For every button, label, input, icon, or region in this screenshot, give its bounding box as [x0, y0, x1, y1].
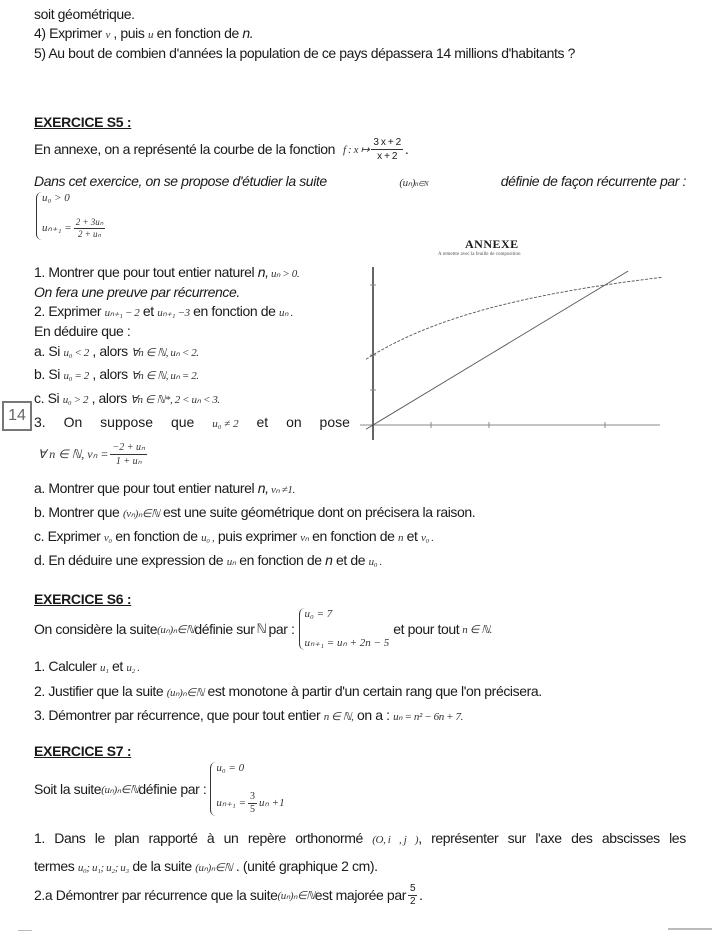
- q1-word: sur: [507, 830, 526, 846]
- q3d-text: en fonction de: [235, 552, 326, 568]
- q3c-math: u₀ ,: [201, 532, 215, 544]
- s5-question-1: [34, 263, 299, 283]
- fraction-denominator: 2 + uₙ: [77, 229, 102, 239]
- s6-intro: [34, 606, 492, 652]
- q3b-suffix: est une suite géométrique dont on précisera la raison.: [159, 504, 476, 520]
- system-brace: [210, 762, 284, 816]
- function-fraction: [371, 136, 403, 163]
- s6-q3-mid: on a :: [353, 707, 394, 723]
- study-text: Dans cet exercice, on se propose d'étudier la suite: [34, 173, 327, 189]
- fraction-numerator: 5: [409, 882, 416, 894]
- s5-question-2c: [34, 389, 220, 409]
- qc-mid: , alors: [88, 390, 131, 406]
- s7-system-line2: [216, 791, 284, 816]
- s6-q3-math: n ∈ ℕ,: [323, 711, 354, 723]
- q3-word: on: [286, 414, 302, 430]
- fraction-denominator: x + 2: [377, 150, 398, 162]
- forall-expression: ∀ n ∈ ℕ, vₙ =: [38, 446, 109, 461]
- q1-word: le: [94, 830, 105, 846]
- s5-question-3b: [34, 503, 475, 523]
- s7-question-1: [34, 829, 686, 849]
- s7-question-2a: [34, 879, 423, 911]
- function-def: f : x ↦: [343, 143, 370, 156]
- q3-word: 3.: [34, 414, 46, 430]
- q1-word: ,: [418, 830, 422, 846]
- q4-mid: , puis: [109, 25, 148, 41]
- q2-math-2: uₙ₊₁ −3: [157, 307, 190, 319]
- s5-system-line1: u₀ > 0: [42, 192, 70, 204]
- s6-q2-prefix: 2. Justifier que la suite: [34, 683, 167, 699]
- q1b-mid: de la suite: [128, 858, 196, 874]
- qa-math-1: u₀ < 2: [63, 347, 89, 359]
- math-u: u: [147, 29, 154, 41]
- q3c-math: n: [398, 532, 404, 544]
- exercise-s5-heading: EXERCICE S5 :: [34, 114, 132, 130]
- sys-fraction: [74, 217, 106, 240]
- system-brace: [299, 608, 390, 650]
- s5-deduce: En déduire que :: [34, 323, 131, 339]
- v-fraction: [110, 441, 146, 468]
- q1-text: 1. Montrer que pour tout entier naturel: [34, 264, 258, 280]
- math-v: v: [105, 29, 110, 41]
- s6-q2-seq: (uₙ)ₙ∈ℕ: [166, 687, 204, 699]
- fraction-denominator: 2: [409, 895, 416, 907]
- fraction-numerator: 2 + 3uₙ: [75, 217, 104, 227]
- q1-word: repère: [247, 830, 286, 846]
- qb-mid: , alors: [88, 366, 132, 382]
- q1-math: (O, i⃗, j⃗): [372, 834, 419, 846]
- s5-question-2a: [34, 342, 199, 362]
- s5-question-2b: [34, 365, 199, 385]
- s6-q1-math: u₂ .: [126, 662, 140, 674]
- s5-question-2: [34, 302, 293, 322]
- q3-word: suppose: [100, 414, 154, 430]
- annex-title: ANNEXE: [465, 237, 519, 251]
- q1b-prefix: termes: [34, 858, 78, 874]
- q2-prefix: 2. Exprimer: [34, 303, 105, 319]
- s5-question-3a: [34, 479, 295, 499]
- q1b-seq: (uₙ)ₙ∈ℕ: [195, 862, 233, 874]
- q2a-mid: est majorée par: [314, 887, 406, 903]
- annex-chart: [360, 262, 680, 442]
- q1-word: rapporté: [148, 830, 198, 846]
- q3-word: que: [170, 414, 195, 430]
- q3c-prefix: c. Exprimer: [34, 528, 104, 544]
- intro-line: soit géométrique.: [34, 6, 135, 22]
- s5-q3-definition: [38, 437, 149, 471]
- sys-left: uₙ₊₁ =: [42, 222, 72, 235]
- s7-question-1b: [34, 857, 378, 877]
- period: .: [404, 141, 409, 157]
- s6-suffix-math: n ∈ ℕ.: [462, 623, 492, 636]
- s6-system-line2: uₙ₊₁ = uₙ + 2n − 5: [304, 637, 390, 649]
- s5-system-line2: [42, 217, 107, 240]
- exercise-s7-heading: EXERCICE S7 :: [34, 743, 132, 759]
- fraction-numerator: 3: [250, 791, 256, 802]
- q3c-math: vₙ: [300, 532, 309, 544]
- q1-word: un: [223, 830, 239, 846]
- page-number-box: 14: [2, 401, 32, 431]
- s6-system-line1: u₀ = 7: [304, 608, 333, 620]
- s6-q3-prefix: 3. Démontrer par récurrence, que pour tout entier: [34, 707, 324, 723]
- s5-system: [36, 192, 107, 240]
- qc-prefix: c. Si: [34, 390, 63, 406]
- qc-math-2: ∀n ∈ ℕ*, 2 < uₙ < 3.: [130, 394, 220, 406]
- sys-left: uₙ₊₁ =: [216, 797, 247, 810]
- system-brace: [36, 192, 107, 240]
- s5-question-3c: [34, 527, 434, 547]
- seq-index: n∈N: [415, 180, 429, 188]
- q1-word: 1.: [34, 830, 45, 846]
- s7-intro: [34, 761, 289, 817]
- qb-math-1: u₀ = 2: [63, 370, 89, 382]
- page-edge-mark: [668, 928, 712, 930]
- q3c-math: v₀: [103, 532, 112, 544]
- q1-word: orthonormé: [295, 830, 363, 846]
- fraction-numerator: 3 x + 2: [373, 136, 401, 148]
- qa-math-2: ∀n ∈ ℕ, uₙ < 2.: [131, 347, 199, 359]
- q1b-suffix: . (unité graphique 2 cm).: [232, 858, 378, 874]
- curve-f: [366, 277, 663, 359]
- s6-intro-prefix: On considère la suite: [34, 621, 158, 637]
- q3-word: On: [63, 414, 83, 430]
- q2-math-1: uₙ₊₁ − 2: [104, 307, 140, 319]
- exercise-s6-heading: EXERCICE S6 :: [34, 591, 132, 607]
- q4-prefix: 4) Exprimer: [34, 25, 106, 41]
- q1-word: abscisses: [601, 830, 660, 846]
- q1-word: à: [206, 830, 215, 846]
- q3d-n: n: [325, 552, 333, 568]
- seq-name: (uₙ): [399, 177, 416, 189]
- q2-math-3: uₙ .: [279, 307, 293, 319]
- q3b-math: (vₙ)ₙ∈ℕ: [122, 508, 160, 520]
- s6-q1-math: u₁: [100, 662, 109, 674]
- sys-fraction: [248, 791, 257, 816]
- q1-math: uₙ > 0.: [268, 268, 300, 280]
- question-4: [34, 24, 253, 44]
- q1-math-group: [372, 829, 421, 849]
- s6-question-3: [34, 706, 463, 726]
- q2a-prefix: 2.a Démontrer par récurrence que la suite: [34, 887, 278, 903]
- q3d-text: et de: [332, 552, 369, 568]
- q2a-seq: (uₙ)ₙ∈ℕ: [277, 889, 315, 902]
- q2-et: et: [139, 303, 158, 319]
- q3a-text: a. Montrer que pour tout entier naturel: [34, 480, 258, 496]
- q3a-n: n,: [257, 480, 269, 496]
- q2a-fraction: [408, 883, 417, 908]
- annex-subtitle: A remettre avec la feuille de composition: [438, 252, 521, 257]
- s6-q1-prefix: 1. Calculer: [34, 658, 101, 674]
- s6-question-2: [34, 682, 542, 702]
- s5-question-3: [34, 413, 350, 433]
- s6-question-1: [34, 657, 140, 677]
- s5-q1-hint: On fera une preuve par récurrence.: [34, 284, 240, 300]
- s6-N: ℕ: [256, 621, 267, 636]
- q1-word: des: [571, 830, 593, 846]
- q2-suffix: en fonction de: [189, 303, 280, 319]
- fraction-denominator: 5: [250, 804, 256, 815]
- s7-system-line1: u₀ = 0: [216, 762, 245, 774]
- page-edge-mark: [18, 930, 32, 931]
- q3d-prefix: d. En déduire une expression de: [34, 552, 227, 568]
- q3c-text: et: [403, 528, 421, 544]
- q3d-math: u₀ .: [368, 556, 382, 568]
- qc-math-1: u₀ > 2: [62, 394, 89, 406]
- fraction-numerator: −2 + uₙ: [112, 441, 145, 453]
- s6-intro-par: par :: [268, 621, 295, 637]
- q3c-text: en fonction de: [111, 528, 202, 544]
- qa-prefix: a. Si: [34, 343, 64, 359]
- s7-intro-mid: définie par :: [138, 781, 207, 797]
- q3b-prefix: b. Montrer que: [34, 504, 123, 520]
- s6-q2-suffix: est monotone à partir d'un certain rang que l'on précisera.: [203, 683, 542, 699]
- q4-n: n.: [242, 25, 254, 41]
- q1-word: Dans: [54, 830, 86, 846]
- s5-intro-text: En annexe, on a représenté la courbe de la fonction: [34, 141, 336, 157]
- qb-prefix: b. Si: [34, 366, 64, 382]
- q3c-math: v₀ .: [420, 532, 434, 544]
- s6-suffix-text: et pour tout: [393, 621, 460, 637]
- q3a-math: vₙ ≠1.: [268, 484, 295, 496]
- line-y-equals-x: [366, 271, 628, 429]
- sys-right: uₙ +1: [259, 797, 285, 810]
- q3d-math: uₙ: [226, 556, 236, 568]
- q3-word: et: [256, 414, 269, 430]
- s7-intro-prefix: Soit la suite: [34, 781, 102, 797]
- s7-seq: (uₙ)ₙ∈ℕ: [101, 783, 139, 796]
- s6-q3-math: uₙ = n² − 6n + 7.: [393, 711, 463, 723]
- q2a-end: .: [419, 887, 423, 903]
- q3c-text: puis exprimer: [214, 528, 301, 544]
- q1-word: représenter: [431, 830, 499, 846]
- s5-question-3d: [34, 551, 382, 571]
- q1-word: les: [669, 830, 686, 846]
- q1b-math: u₀; u₁; u₂; u₃: [77, 862, 129, 874]
- question-5: 5) Au bout de combien d'années la population de ce pays dépassera 14 millions d'habitants ?: [34, 45, 576, 61]
- q3-math: u₀ ≠ 2: [212, 418, 239, 430]
- s5-intro: [34, 133, 408, 165]
- s6-seq: (uₙ)ₙ∈ℕ: [157, 623, 195, 636]
- q1-word: l'axe: [535, 830, 562, 846]
- qb-math-2: ∀n ∈ ℕ, uₙ = 2.: [131, 370, 199, 382]
- s6-intro-mid: définie sur: [194, 621, 255, 637]
- q4-suffix: en fonction de: [153, 25, 243, 41]
- study-suffix: définie de façon récurrente par :: [500, 173, 686, 189]
- fraction-denominator: 1 + uₙ: [115, 455, 142, 467]
- q1-n: n,: [257, 264, 269, 280]
- s6-q1-et: et: [108, 658, 127, 674]
- sequence-notation: [399, 174, 428, 193]
- qa-mid: , alors: [88, 343, 132, 359]
- q3c-text: en fonction de: [308, 528, 399, 544]
- s5-study-line: [34, 172, 686, 193]
- q3-word: pose: [319, 414, 350, 430]
- q1-word: plan: [114, 830, 140, 846]
